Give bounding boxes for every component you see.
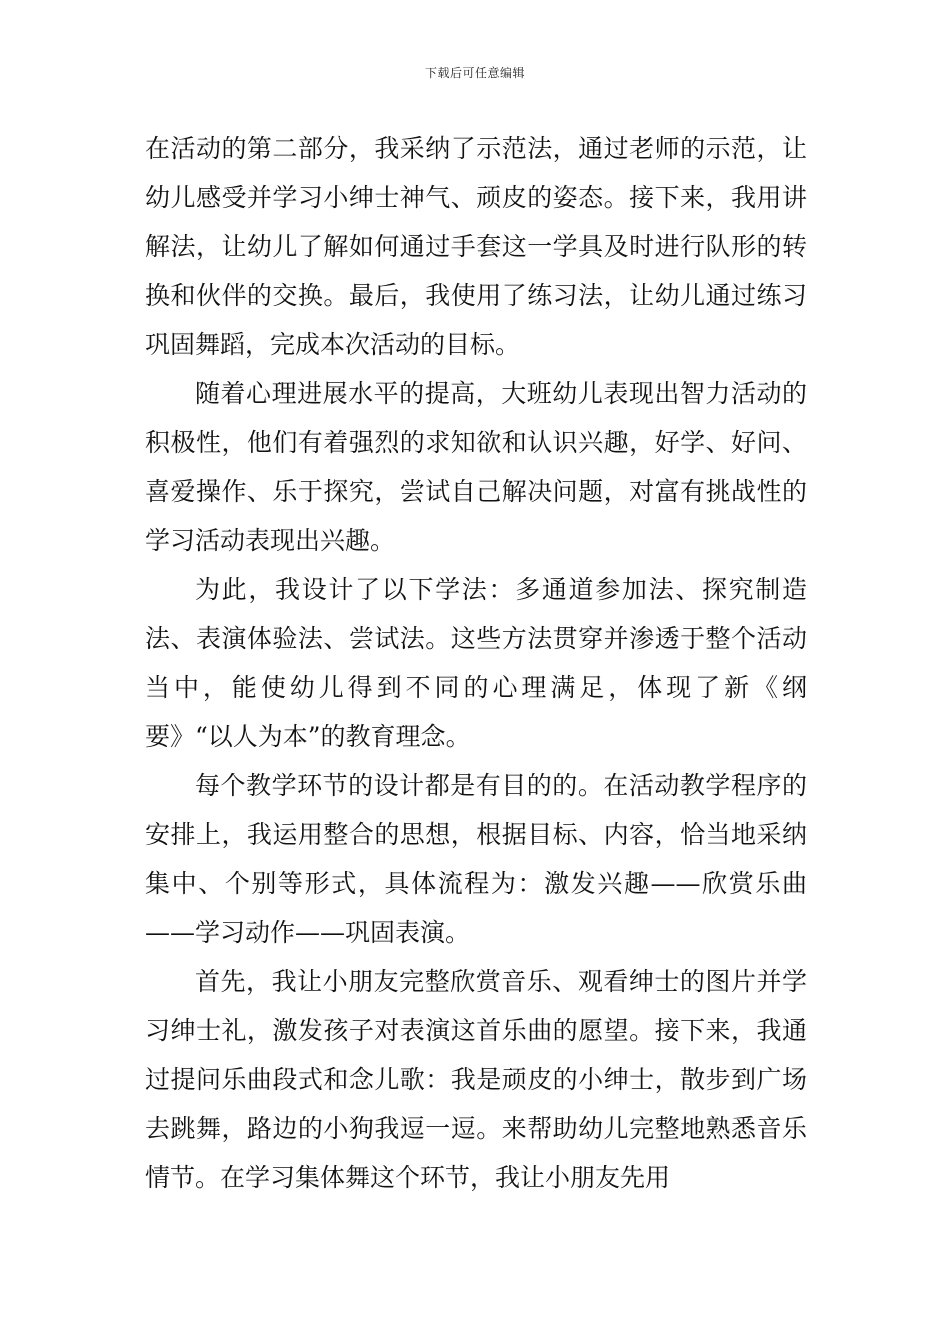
paragraph: 首先，我让小朋友完整欣赏音乐、观看绅士的图片并学习绅士礼，激发孩子对表演这首乐曲的愿望。接下来，我通过提问乐曲段式和念儿歌：我是顽皮的小绅士，散步到广场去跳舞，路边的小狗我逗一逗。来帮助幼儿完整地熟悉音乐情节。在学习集体舞这个环节，我让小朋友先用 (145, 967, 807, 1192)
document-body (145, 124, 807, 1202)
paragraph: 为此，我设计了以下学法：多通道参加法、探究制造法、表演体验法、尝试法。这些方法贯穿并渗透于整个活动当中，能使幼儿得到不同的心理满足，体现了新《纲要》“以人为本”的教育理念。 (145, 575, 807, 751)
paragraph: 每个教学环节的设计都是有目的的。在活动教学程序的安排上，我运用整合的思想，根据目标、内容，恰当地采纳集中、个别等形式，具体流程为：激发兴趣——欣赏乐曲——学习动作——巩固表演。 (145, 771, 807, 947)
paragraph-continued: 在活动的第二部分，我采纳了示范法，通过老师的示范，让幼儿感受并学习小绅士神气、顽皮的姿态。接下来，我用讲解法，让幼儿了解如何通过手套这一学具及时进行队形的转换和伙伴的交换。最后，我使用了练习法，让幼儿通过练习巩固舞蹈，完成本次活动的目标。 (145, 134, 807, 359)
paragraph: 随着心理进展水平的提高，大班幼儿表现出智力活动的积极性，他们有着强烈的求知欲和认识兴趣，好学、好问、喜爱操作、乐于探究，尝试自己解决问题，对富有挑战性的学习活动表现出兴趣。 (145, 379, 807, 555)
page-header: 下载后可任意编辑 (424, 66, 525, 80)
